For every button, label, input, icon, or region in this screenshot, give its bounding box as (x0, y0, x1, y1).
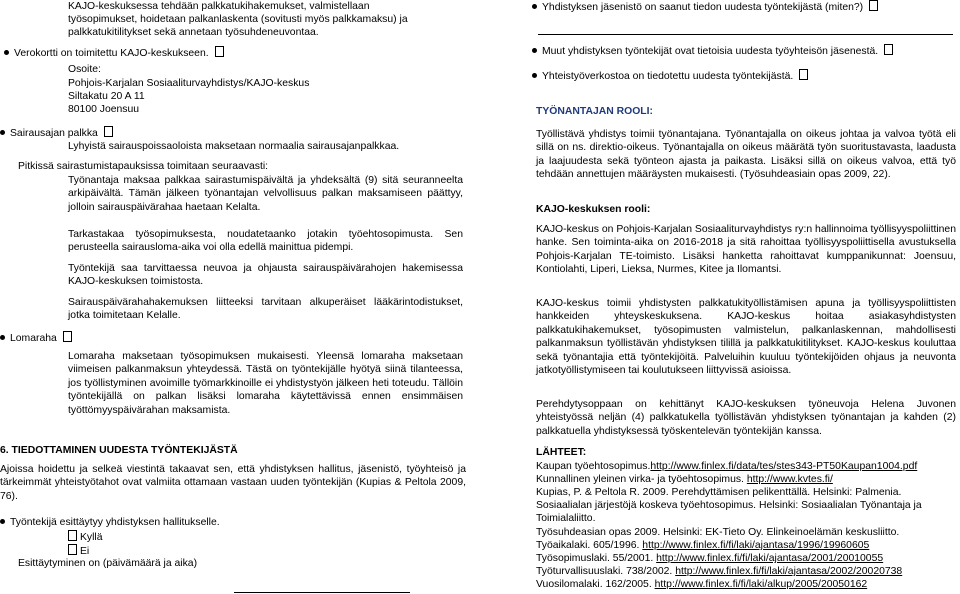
source-entry (536, 473, 833, 486)
long-sick-paragraph: Tarkastakaa työsopimuksesta, noudatetaanko jotakin työehtosopimusta. Sen perusteella sairausloma-aika voi olla edellä mainittua pidempi. (68, 229, 463, 254)
bullet-icon (0, 519, 5, 524)
yes-checkbox[interactable] (68, 530, 77, 541)
staff-question: Muut yhdistyksen työntekijät ovat tietoisia uudesta työyhteisön jäsenestä. (542, 46, 879, 57)
checkbox[interactable] (799, 69, 808, 80)
source-link[interactable]: http://www.finlex.fi/data/tes/stes343-PT50Kaupan1004.pdf (650, 461, 918, 472)
intro-line: palkkatukitilitykset sekä annetaan työsuhdeneuvontaa. (68, 27, 319, 38)
intro-line: työsopimukset, hoidetaan palkanlaskenta (sovitusti myös palkkamaksu) ja (68, 14, 408, 25)
date-fill-line[interactable] (234, 592, 410, 593)
source-entry: Kupias, P. & Peltola R. 2009. Perehdyttämisen pelikenttällä. Helsinki: Palmenia. (536, 487, 902, 498)
checkbox[interactable] (884, 44, 893, 55)
bullet-icon (4, 50, 9, 55)
bullet-icon (532, 4, 537, 9)
kajo-paragraph: KAJO-keskus on Pohjois-Karjalan Sosiaaliturvayhdistys ry:n hallinnoima työllisyyspoliittinen hanke. Sen toiminta-aika on 2016-2018 ja sitä rahoittaa työllisyyspoliittisella avustuksella Pohjois-Karjalan TE-toimisto. Lisäksi hanketta rahoittavat kumppanikunnat: Joensuu, Kontiolahti, Liperi, Lieksa, Nurmes, Kitee ja Ilomantsi. (536, 224, 956, 276)
employer-role-title: TYÖNANTAJAN ROOLI: (536, 106, 653, 117)
checkbox[interactable] (215, 46, 224, 57)
source-link[interactable]: http://www.finlex.fi/fi/laki/ajantasa/2001/20010055 (656, 553, 884, 564)
source-link[interactable]: http://www.finlex.fi/fi/laki/ajantasa/2002/20020738 (675, 566, 903, 577)
intro-line: KAJO-keskuksessa tehdään palkkatukihakemukset, valmistellaan (68, 1, 370, 12)
yes-option[interactable] (68, 530, 103, 544)
source-entry (536, 552, 883, 565)
source-entry (536, 578, 867, 591)
source-entry (536, 565, 902, 578)
verokortti-text: Verokortti on toimitettu KAJO-keskukseen. (14, 48, 209, 59)
partner-item (532, 69, 808, 83)
no-label: Ei (80, 546, 90, 557)
no-checkbox[interactable] (68, 544, 77, 555)
members-fill-line[interactable] (538, 34, 953, 35)
members-question: Yhdistyksen jäsenistö on saanut tiedon uudesta työntekijästä (miten?) (542, 2, 864, 13)
source-text: Työaikalaki. 605/1996. (536, 540, 640, 551)
source-text: Työturvallisuuslaki. 738/2002. (536, 566, 673, 577)
bullet-icon (532, 73, 537, 78)
source-text: Kaupan työehtosopimus. (536, 461, 651, 472)
partner-question: Yhteistyöverkostoa on tiedotettu uudesta työntekijästä. (542, 71, 794, 82)
sick-pay-item (0, 126, 113, 140)
sick-pay-note: Lyhyistä sairauspoissaoloista maksetaan normaalia sairausajanpalkkaa. (68, 141, 400, 152)
section6-paragraph: Ajoissa hoidettu ja selkeä viestintä takaavat sen, että yhdistyksen hallitus, jäsenistö, työyhteisö ja tärkeimmät yhteistyötahot ovat valmiita ottamaan vastaan uuden työntekijän (Kupias & Peltola 2009, 76). (0, 464, 466, 502)
vacation-paragraph: Lomaraha maksetaan työsopimuksen mukaisesti. Yleensä lomaraha maksetaan viimeisen palkanmaksun yhteydessä. Tästä on työntekijälle hyötyä siinä tilanteessa, jos työllistyminen avoimille työmarkkinoille ei yhdistystyön jälkeen heti toteudu. Tällöin työntekijällä on palkan lisäksi lomaraha käytettävissä ennen ensimmäisen työttömyyspäivärahan maksamista. (68, 351, 463, 416)
kajo-paragraph: Perehdytysoppaan on kehittänyt KAJO-keskuksen työneuvoja Helena Juvonen yhteistyössä neljän (4) palkkatukella työllistävän yhdistyksen työnantajan ja kahden (2) palkkatuella yhdistyksessä työskentelevän työntekijän kanssa. (536, 399, 956, 437)
address-org: Pohjois-Karjalan Sosiaaliturvayhdistys/KAJO-keskus (68, 78, 310, 89)
long-sick-paragraph: Työntekijä saa tarvittaessa neuvoa ja ohjausta sairauspäivärahojen hakemisessa KAJO-keskuksen toimistosta. (68, 263, 463, 288)
long-sick-intro: Pitkissä sairastumistapauksissa toimitaan seuraavasti: (18, 161, 269, 172)
no-option[interactable] (68, 544, 89, 558)
address-label: Osoite: (68, 64, 101, 75)
employer-role-paragraph: Työllistävä yhdistys toimii työnantajana. Työnantajalla on oikeus johtaa ja valvoa työtä eli sillä on ns. direktio-oikeus. Työnantajalla on oikeus määrätä työn suoritustavasta, laadusta ja laajuudesta sekä työnteon ajasta ja paikasta. Lisäksi sillä on oikeus valvoa, että työ tehdään annettujen määräysten mukaisesti. (Työsuhdeasiain opas 2009, 22). (536, 129, 956, 181)
kajo-role-title: KAJO-keskuksen rooli: (536, 204, 651, 215)
section6-title: 6. TIEDOTTAMINEN UUDESTA TYÖNTEKIJÄSTÄ (0, 445, 238, 456)
introduced-item (0, 516, 220, 529)
source-link[interactable]: http://www.finlex.fi/fi/laki/ajantasa/1996/19960605 (642, 540, 870, 551)
source-text: Työsopimuslaki. 55/2001. (536, 553, 654, 564)
vacation-label: Lomaraha (10, 333, 57, 344)
source-entry: Sosiaalialan järjestöjä koskeva työehtosopimus. Helsinki: Sosiaalialan Työnantaja ja Toimialaliitto. (536, 500, 922, 525)
address-street: Siltakatu 20 A 11 (68, 91, 145, 102)
bullet-icon (532, 48, 537, 53)
yes-label: Kyllä (80, 532, 103, 543)
long-sick-paragraph: Työnantaja maksaa palkkaa sairastumispäivältä ja yhdeksältä (9) sitä seuranneelta arkipäivältä. Tämän jälkeen työnantajan velvollisuus palkan maksamiseen päättyy, jolloin sairauspäivärahaa haetaan Kelalta. (68, 175, 463, 213)
source-link[interactable]: http://www.finlex.fi/fi/laki/alkup/2005/20050162 (654, 579, 868, 590)
kajo-paragraph: KAJO-keskus toimii yhdistysten palkkatukityöllistämisen apuna ja työllisyyspoliittisten hankkeiden yhteyskeskuksena. KAJO-keskus hoitaa asiakasyhdistysten palkkatukihakemukset, työsopimusten valmistelun, palkanlaskennan, mahdollisesti palkanmaksun työllistävän yhdistyksen tilillä ja palkkatukitilitykset. KAJO-keskus kouluttaa sekä työnantajia että työntekijöitä. Palveluihin kuuluu työntekijöiden ohjaus ja neuvonta jatkotyöllistymiseen tai koulutukseen liittyvissä asioissa. (536, 298, 956, 377)
staff-item (532, 44, 893, 58)
introduced-question: Työntekijä esittäytyy yhdistyksen hallitukselle. (10, 517, 220, 528)
checkbox[interactable] (104, 126, 113, 137)
bullet-icon (0, 130, 5, 135)
source-entry (536, 460, 917, 473)
bullet-icon (0, 335, 5, 340)
address-city: 80100 Joensuu (68, 104, 140, 115)
source-text: Kunnallinen yleinen virka- ja työehtosopimus. (536, 474, 744, 485)
verokortti-item (4, 46, 224, 60)
source-text: Vuosilomalaki. 162/2005. (536, 579, 652, 590)
members-item (532, 0, 878, 14)
long-sick-paragraph: Sairauspäivärahahakemuksen liitteeksi tarvitaan alkuperäiset lääkärintodistukset, jotka toimitetaan Kelalle. (68, 297, 463, 322)
source-entry (536, 539, 869, 552)
checkbox[interactable] (63, 331, 72, 342)
source-link[interactable]: http://www.kvtes.fi/ (746, 474, 833, 485)
source-entry: Työsuhdeasian opas 2009. Helsinki: EK-Tieto Oy. Elinkeinoelämän keskusliitto. (536, 527, 900, 538)
checkbox[interactable] (869, 0, 878, 11)
vacation-item (0, 331, 72, 345)
sick-pay-label: Sairausajan palkka (10, 128, 98, 139)
sources-title: LÄHTEET: (536, 447, 587, 458)
introduced-date-label: Esittäytyminen on (päivämäärä ja aika) (18, 558, 198, 569)
